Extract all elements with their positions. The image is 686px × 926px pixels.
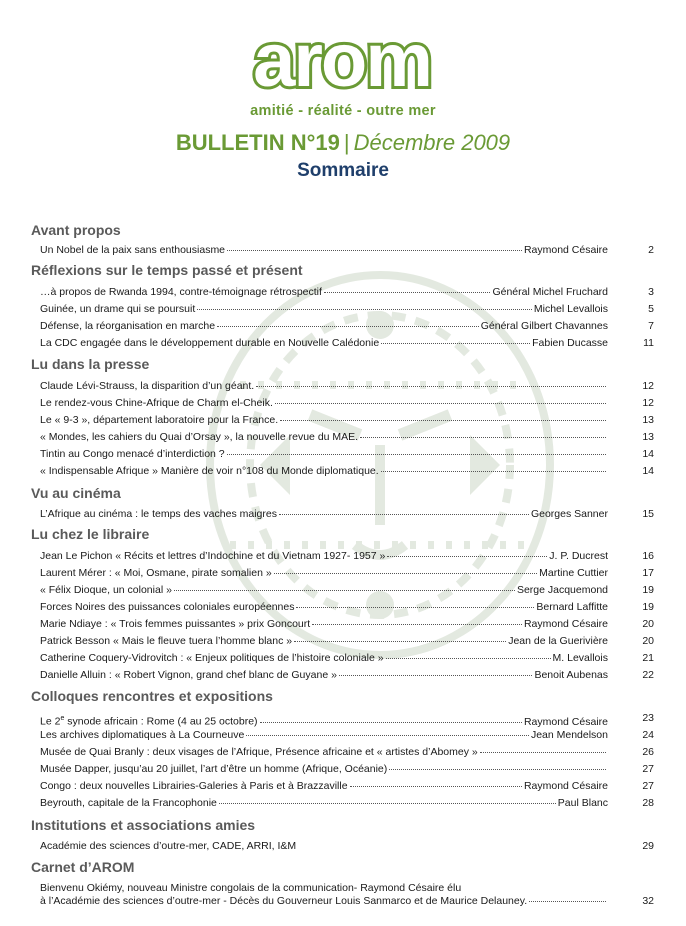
entry-author: Général Gilbert Chavannes — [480, 320, 608, 332]
page-number: 24 — [642, 729, 654, 741]
dot-leader — [280, 420, 606, 421]
entry-title: Jean Le Pichon « Récits et lettres d’Indochine et du Vietnam 1927- 1957 » — [40, 550, 386, 562]
bulletin-date: Décembre 2009 — [353, 130, 511, 155]
entry-title: Beyrouth, capitale de la Francophonie — [40, 797, 217, 809]
entry-title: Le « 9-3 », département laboratoire pour la France. — [40, 414, 279, 426]
entry-author: Raymond Césaire — [523, 244, 608, 256]
page-number: 13 — [642, 431, 654, 443]
page-number: 2 — [648, 244, 654, 256]
entry-title: Marie Ndiaye : « Trois femmes puissantes » prix Goncourt — [40, 618, 311, 630]
entry-author: Bernard Laffitte — [536, 601, 608, 613]
toc-entry — [40, 286, 608, 299]
entry-title: Guinée, un drame qui se poursuit — [40, 303, 196, 315]
dot-leader — [350, 786, 522, 787]
toc-entry — [40, 244, 608, 257]
toc-entry — [40, 303, 608, 316]
page-number: 26 — [642, 746, 654, 758]
dot-leader — [389, 769, 606, 770]
entry-title: Danielle Alluin : « Robert Vignon, grand chef blanc de Guyane » — [40, 669, 337, 681]
dot-leader — [256, 386, 606, 387]
entry-title: Le rendez-vous Chine-Afrique de Charm el-Cheik. — [40, 397, 273, 409]
entry-title: Le 2e synode africain : Rome (4 au 25 octobre) — [40, 715, 258, 728]
dot-leader — [387, 556, 547, 557]
page-number: 11 — [643, 337, 654, 349]
dot-leader — [296, 607, 534, 608]
section-heading: Colloques rencontres et expositions — [31, 688, 273, 704]
dot-leader — [324, 292, 491, 293]
page-number: 13 — [642, 414, 654, 426]
entry-title: Défense, la réorganisation en marche — [40, 320, 216, 332]
section-heading: Lu chez le libraire — [31, 526, 150, 542]
entry-title: Tintin au Congo menacé d’interdiction ? — [40, 448, 225, 460]
page-number: 20 — [642, 618, 654, 630]
toc-entry — [40, 601, 608, 614]
toc-entry — [40, 397, 608, 410]
page-number: 23 — [642, 712, 654, 724]
entry-title: « Félix Dioque, un colonial » — [40, 584, 172, 596]
entry-author: Raymond Césaire — [523, 715, 608, 728]
entry-author: Fabien Ducasse — [532, 337, 608, 349]
page-number: 27 — [642, 763, 654, 775]
page-number: 32 — [642, 895, 654, 907]
entry-author: Jean Mendelson — [530, 729, 608, 741]
dot-leader — [360, 437, 606, 438]
page-number: 7 — [648, 320, 654, 332]
dot-leader — [381, 343, 530, 344]
arom-logo-text: arom — [253, 28, 431, 94]
page-number: 28 — [642, 797, 654, 809]
dot-leader — [339, 675, 533, 676]
entry-author: Raymond Césaire — [523, 780, 608, 792]
toc-entry — [40, 882, 608, 908]
dot-leader — [227, 250, 522, 251]
entry-title: « Mondes, les cahiers du Quai d’Orsay », la nouvelle revue du MAE. — [40, 431, 359, 443]
entry-author: J. P. Ducrest — [549, 550, 608, 562]
toc-entry — [40, 729, 608, 742]
dot-leader — [274, 573, 537, 574]
entry-title: Un Nobel de la paix sans enthousiasme — [40, 244, 226, 256]
entry-title: Congo : deux nouvelles Librairies-Galeries à Paris et à Brazzaville — [40, 780, 348, 792]
entry-title: …à propos de Rwanda 1994, contre-témoignage rétrospectif — [40, 286, 322, 298]
toc-entry — [40, 780, 608, 793]
page-number: 5 — [648, 303, 654, 315]
toc-entry — [40, 652, 608, 665]
dot-leader — [260, 722, 522, 723]
entry-title: Les archives diplomatiques à La Courneuve — [40, 729, 245, 741]
section-heading: Institutions et associations amies — [31, 817, 256, 833]
dot-leader — [217, 326, 479, 327]
page-number: 14 — [642, 465, 654, 477]
heading-separator: | — [343, 130, 350, 155]
page-number: 12 — [642, 380, 654, 392]
toc-entry — [40, 669, 608, 682]
toc-entry — [40, 380, 608, 393]
section-heading: Réflexions sur le temps passé et présent — [31, 262, 303, 278]
page-number: 17 — [642, 567, 654, 579]
dot-leader — [294, 641, 506, 642]
toc-entry — [40, 448, 608, 461]
entry-title: « Indispensable Afrique » Manière de voir n°108 du Monde diplomatique. — [40, 465, 379, 477]
entry-author: Paul Blanc — [557, 797, 608, 809]
toc-entry — [40, 635, 608, 648]
toc-entry — [40, 840, 608, 853]
entry-title: Claude Lévi-Strauss, la disparition d’un géant. — [40, 380, 255, 392]
section-heading: Carnet d’AROM — [31, 859, 135, 875]
page-number: 27 — [642, 780, 654, 792]
toc-entry — [40, 567, 608, 580]
entry-title: La CDC engagée dans le développement durable en Nouvelle Calédonie — [40, 337, 380, 349]
dot-leader — [174, 590, 515, 591]
toc-entry — [40, 797, 608, 810]
page-number: 29 — [642, 840, 654, 852]
entry-title: L’Afrique au cinéma : le temps des vaches maigres — [40, 508, 277, 520]
dot-leader — [386, 658, 551, 659]
toc-entry — [40, 763, 608, 776]
entry-author: Jean de la Guerivière — [508, 635, 608, 647]
entry-author: Georges Sanner — [530, 508, 608, 520]
page-number: 19 — [642, 584, 654, 596]
toc-entry — [40, 414, 608, 427]
section-heading: Lu dans la presse — [31, 356, 150, 372]
entry-title: Musée de Quai Branly : deux visages de l’Afrique, Présence africaine et « artistes d’Abomey » — [40, 746, 478, 758]
page-number: 20 — [642, 635, 654, 647]
toc-entry — [40, 508, 608, 521]
toc-entry — [40, 465, 608, 478]
page-number: 21 — [642, 652, 654, 664]
entry-author: Benoit Aubenas — [534, 669, 608, 681]
entry-title: Musée Dapper, jusqu’au 20 juillet, l’art d’être un homme (Afrique, Océanie) — [40, 763, 388, 775]
dot-leader — [197, 309, 532, 310]
page-number: 19 — [642, 601, 654, 613]
toc-entry — [40, 550, 608, 563]
page-number: 12 — [642, 397, 654, 409]
entry-title-line: Bienvenu Okiémy, nouveau Ministre congolais de la communication- Raymond Césaire élu — [40, 882, 462, 894]
entry-author: Raymond Césaire — [523, 618, 608, 630]
page-number: 16 — [642, 550, 654, 562]
dot-leader — [219, 803, 556, 804]
toc-entry — [40, 712, 608, 729]
entry-title-line: à l’Académie des sciences d’outre-mer - Décès du Gouverneur Louis Sanmarco et de Maurice Delauney. — [40, 895, 608, 908]
toc-entry — [40, 618, 608, 631]
entry-author: Martine Cuttier — [539, 567, 608, 579]
entry-title: Laurent Mérer : « Moi, Osmane, pirate somalien » — [40, 567, 272, 579]
entry-title: Patrick Besson « Mais le fleuve tuera l’homme blanc » — [40, 635, 293, 647]
dot-leader — [279, 514, 529, 515]
entry-title: Forces Noires des puissances coloniales européennes — [40, 601, 295, 613]
dot-leader — [381, 471, 606, 472]
dot-leader — [480, 752, 606, 753]
dot-leader — [246, 735, 529, 736]
toc-entry — [40, 746, 608, 759]
toc-entry — [40, 584, 608, 597]
entry-author: Michel Levallois — [533, 303, 608, 315]
page-number: 15 — [642, 508, 654, 520]
tagline: amitié - réalité - outre mer — [250, 103, 436, 119]
entry-title: Catherine Coquery-Vidrovitch : « Enjeux politiques de l’histoire coloniale » — [40, 652, 384, 664]
toc-entry — [40, 431, 608, 444]
bulletin-number: BULLETIN N°19 — [175, 130, 340, 155]
section-heading: Vu au cinéma — [31, 485, 121, 501]
entry-title: Académie des sciences d’outre-mer, CADE, ARRI, I&M — [40, 840, 297, 852]
entry-author: M. Levallois — [552, 652, 608, 664]
page-title: Sommaire — [297, 160, 389, 181]
toc-entry — [40, 337, 608, 350]
page-number: 14 — [642, 448, 654, 460]
dot-leader — [529, 901, 606, 902]
dot-leader — [312, 624, 522, 625]
entry-author: Général Michel Fruchard — [492, 286, 608, 298]
entry-author: Serge Jacquemond — [516, 584, 608, 596]
toc-entry — [40, 320, 608, 333]
dot-leader — [275, 403, 606, 404]
dot-leader — [227, 454, 606, 455]
section-heading: Avant propos — [31, 222, 121, 238]
page-number: 22 — [642, 669, 654, 681]
page-number: 3 — [648, 286, 654, 298]
